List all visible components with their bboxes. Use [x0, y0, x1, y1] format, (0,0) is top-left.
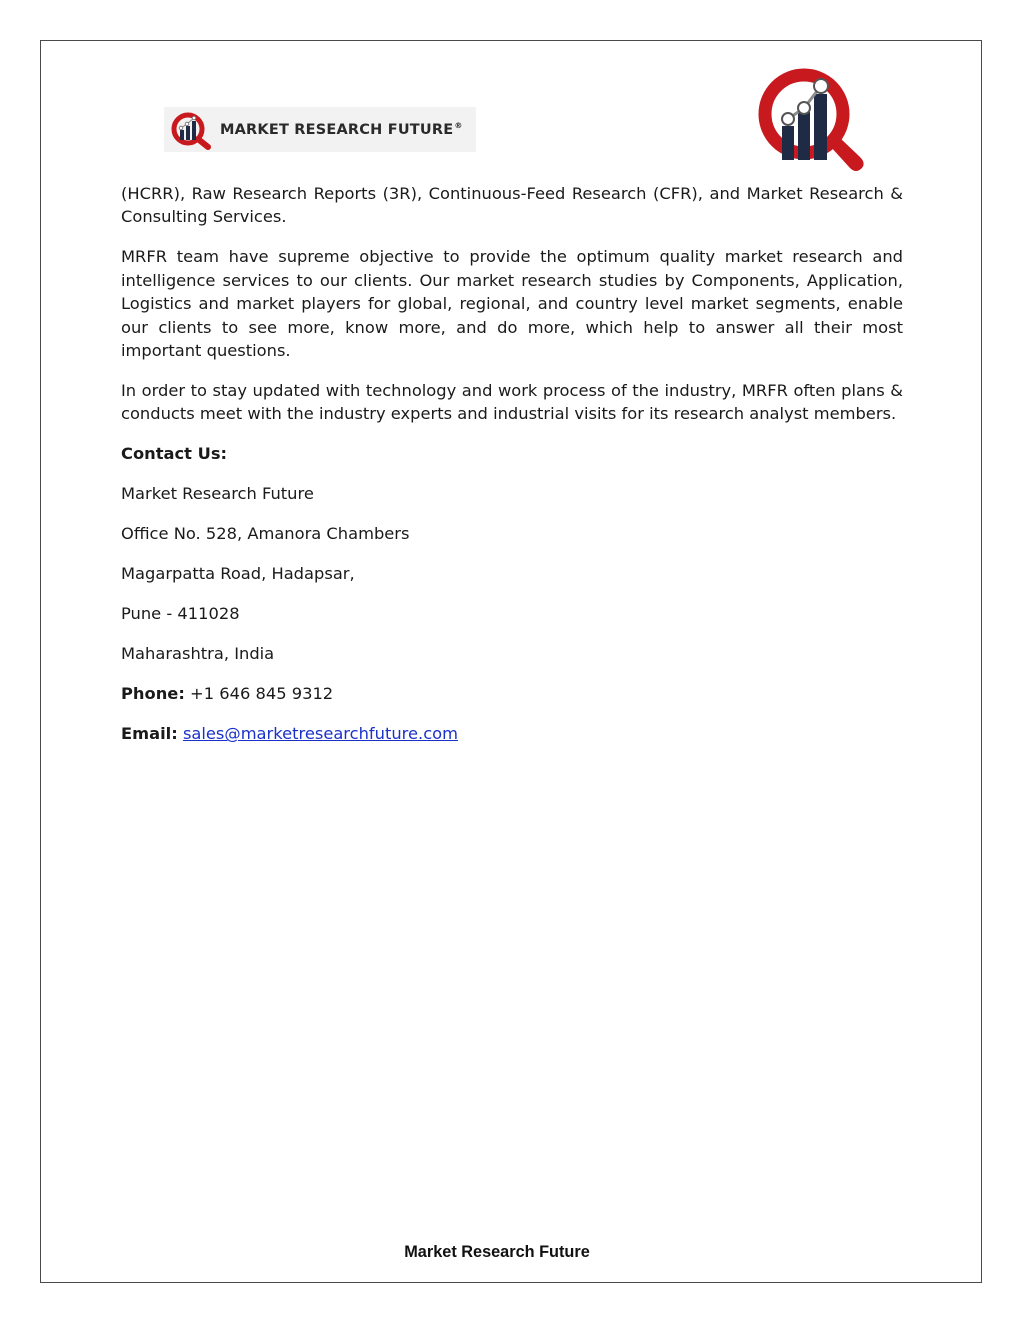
paragraph-services: (HCRR), Raw Research Reports (3R), Continuous-Feed Research (CFR), and Market Research & Consulting Services.	[121, 184, 903, 227]
header-logo	[164, 107, 476, 152]
email-line	[121, 722, 903, 745]
paragraph-industry-visits: In order to stay updated with technology and work process of the industry, MRFR often plans & conducts meet with the industry experts and industrial visits for its research analyst members.	[121, 381, 903, 424]
email-link[interactable]: sales@marketresearchfuture.com	[182, 724, 458, 744]
registered-mark: ®	[454, 121, 463, 131]
document-body	[121, 182, 903, 762]
logo-text: MARKET RESEARCH FUTURE®	[220, 121, 463, 138]
phone-value: +1 646 845 9312	[190, 684, 334, 704]
paragraph-objective: MRFR team have supreme objective to provide the optimum quality market research and intelligence services to our clients. Our market research studies by Components, Application, Logistics and market players for global, regional, and country level market segments, enable our clients to see more, know more, and do more, which help to answer all their most important questions.	[121, 247, 903, 361]
footer-company-name: Market Research Future	[404, 1243, 590, 1261]
phone-line	[121, 682, 903, 705]
magnifier-bar-chart-icon	[168, 110, 218, 150]
address-line-2: Magarpatta Road, Hadapsar,	[121, 564, 355, 584]
page-footer	[0, 1243, 1024, 1262]
company-name: Market Research Future	[121, 484, 314, 504]
address-line-1: Office No. 528, Amanora Chambers	[121, 524, 410, 544]
address-line-4: Maharashtra, India	[121, 644, 275, 664]
phone-label: Phone:	[121, 684, 185, 704]
contact-heading: Contact Us:	[121, 444, 228, 464]
email-label: Email:	[121, 724, 178, 744]
brand-logo-mark	[752, 64, 870, 176]
address-line-3: Pune - 411028	[121, 604, 240, 624]
